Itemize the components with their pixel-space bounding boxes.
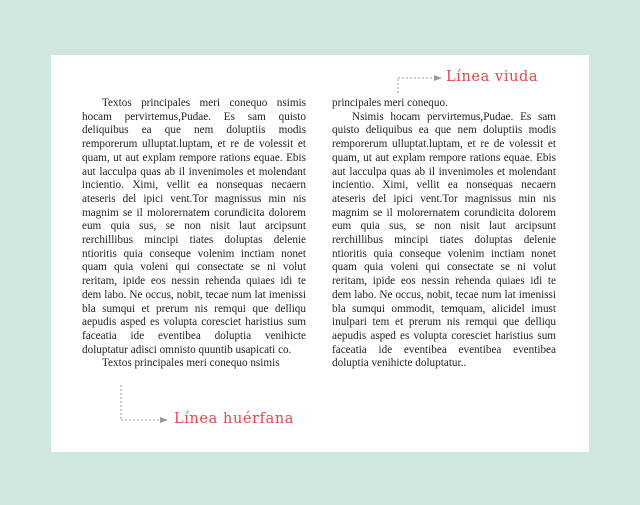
widow-line: principales meri conequo.: [332, 97, 448, 109]
widow-arrow: [398, 75, 442, 93]
main-paragraph: Textos principales meri conequo nsimis hocam pervirtemus,Pudae. Es sam quisto deliquibus ea que nem doluptiis modis remporerum ulluptat.luptam, et re de volessit et quam, ut aut explam rempore rations equae. Ebis aut lacculpa quas ab il invenimoles et molendant incientio. Ximi, vellit ea nonsequas necaern ateseris del ipici vent.Tor magnissus min nis magnim se il molorernatem corundicita dolorem eum quia sus, se non nisit laut arcipsunt rerchillibus mincipi tiates doluptas delenie ntioritis quia conseque volenim inctiam nonet quam quia voleni qui consectate se ni volut reritam, ipide eos nessin rehenda quiaes idi te dem labo. Ne occus, nobit, tecae num lat imenissi bla sumqui et prerum nis remqui que delliqu aepudis asped es volupta coresciet haristius sum faceatia ide eventibea doluptia venihicte doluptatur adisci omnisto quuntib usapicati co.: [82, 97, 306, 356]
orphan-line: Textos principales meri conequo nsimis: [102, 357, 280, 370]
orphan-label: Línea huérfana: [174, 411, 295, 427]
continuation-paragraph: Nsimis hocam pervirtemus,Pudae. Es sam quisto deliquibus ea que nem doluptiis modis remporerum ulluptat.luptam, et re de volessit et quam, ut aut explam rempore rations equae. Ebis aut lacculpa quas ab il invenimoles et molendant incientio. Ximi, vellit ea nonsequas necaern ateseris del ipici vent.Tor magnissus min nis magnim se il molorernatem corundicita dolorem eum quia sus, se non nisit laut arcipsunt rerchillibus mincipi tiates doluptas delenie ntioritis quia conseque volenim inctiam nonet quam quia voleni qui consectate se ni volut reritam, ipide eos nessin rehenda quiaes idi te dem labo. Ne occus, nobit, tecae num lat imenissi bla sumqui ommodit, temquam, alicidel imust inulpari tem et prerum nis remqui que delliqu aepudis asped es volupta coresciet haristius sum faceatia ide eventibea eventibea eventibea doluptia venihicte doluptatur..: [332, 110, 556, 370]
widow-label: Línea viuda: [446, 69, 539, 85]
orphan-arrow: [121, 385, 168, 423]
